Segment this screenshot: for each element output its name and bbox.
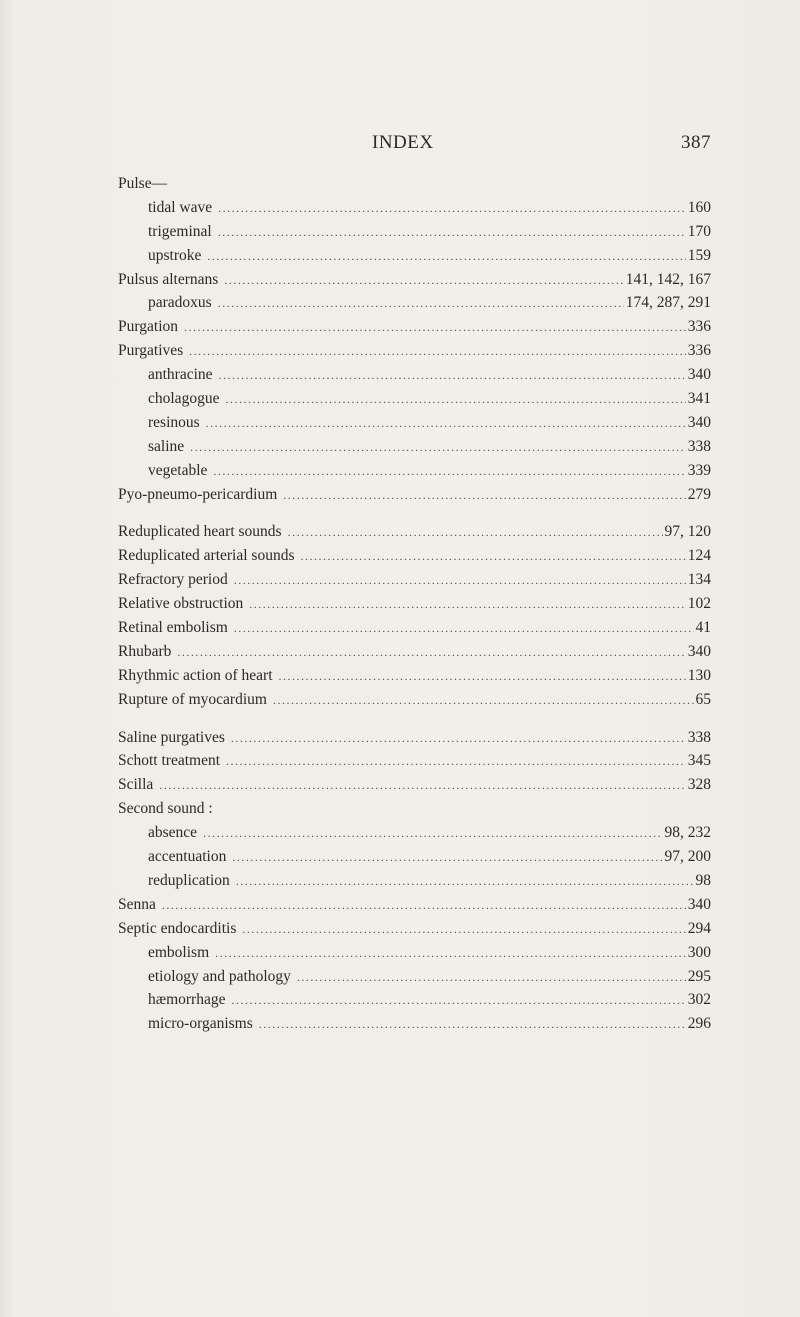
index-term: paradoxus: [148, 294, 212, 312]
dot-leader: [283, 484, 685, 508]
page-references: 296: [687, 1015, 711, 1033]
dot-leader: [236, 870, 694, 894]
index-subentry: [118, 988, 711, 1012]
dot-leader: [300, 545, 685, 569]
index-entry: [118, 616, 711, 640]
dot-leader: [225, 388, 685, 412]
dot-leader: [231, 989, 685, 1013]
index-term: Scilla: [118, 776, 154, 794]
dot-leader: [224, 269, 623, 293]
page-references: 338: [687, 437, 711, 455]
running-header: [0, 132, 800, 156]
index-term: Pulse—: [118, 175, 168, 192]
dot-leader: [232, 846, 662, 870]
page-references: 97, 200: [664, 848, 711, 866]
page-references: 340: [687, 366, 711, 384]
page-references: 340: [687, 413, 711, 431]
page-references: 340: [687, 895, 711, 913]
index-term: Second sound :: [118, 800, 213, 818]
index-entry: [118, 315, 711, 339]
index-term: vegetable: [148, 461, 208, 479]
page-references: 174, 287, 291: [625, 294, 711, 312]
dot-leader: [218, 221, 686, 245]
page-references: 294: [687, 919, 711, 937]
index-term: Saline purgatives: [118, 728, 225, 746]
dot-leader: [219, 364, 686, 388]
dot-leader: [242, 918, 685, 942]
index-term: reduplication: [148, 871, 230, 889]
index-subentry: [118, 965, 711, 989]
index-term: Reduplicated heart sounds: [118, 523, 282, 541]
page-references: 160: [687, 198, 711, 216]
index-term: Refractory period: [118, 571, 228, 589]
page-references: 102: [687, 595, 711, 613]
index-term: Reduplicated arterial sounds: [118, 547, 295, 565]
dot-leader: [259, 1013, 686, 1037]
page-references: 41: [695, 619, 711, 637]
index-entry: [118, 726, 711, 750]
dot-leader: [279, 665, 686, 689]
page-references: 98: [695, 871, 711, 889]
index-group: [118, 520, 711, 711]
index-subentry: [118, 1012, 711, 1036]
index-term: embolism: [148, 943, 210, 961]
page-references: 339: [687, 461, 711, 479]
dot-leader: [162, 894, 686, 918]
index-entry: [118, 172, 711, 196]
index-entry: [118, 773, 711, 797]
index-term: anthracine: [148, 366, 213, 384]
index-subentry: [118, 869, 711, 893]
index-term: Retinal embolism: [118, 619, 228, 637]
index-term: Septic endocarditis: [118, 919, 237, 937]
index-entry: [118, 893, 711, 917]
page-references: 124: [687, 547, 711, 565]
page-references: 345: [687, 752, 711, 770]
dot-leader: [207, 245, 685, 269]
index-subentry: [118, 845, 711, 869]
page-references: 336: [687, 342, 711, 360]
page-references: 279: [687, 485, 711, 503]
index-term: upstroke: [148, 246, 202, 264]
dot-leader: [234, 569, 686, 593]
index-entry: [118, 749, 711, 773]
index-entry: [118, 688, 711, 712]
dot-leader: [218, 292, 624, 316]
index-term: Senna: [118, 895, 156, 913]
page-references: 295: [687, 967, 711, 985]
page-references: 300: [687, 943, 711, 961]
page-references: 134: [687, 571, 711, 589]
dot-leader: [215, 942, 686, 966]
page-references: 170: [687, 222, 711, 240]
dot-leader: [190, 436, 686, 460]
index-term: Schott treatment: [118, 752, 221, 770]
index-term: Relative obstruction: [118, 595, 244, 613]
index-term: Rhubarb: [118, 642, 172, 660]
index-subentry: [118, 411, 711, 435]
index-subentry: [118, 363, 711, 387]
index-entry: [118, 592, 711, 616]
dot-leader: [273, 689, 694, 713]
index-subentry: [118, 291, 711, 315]
index-entry: [118, 268, 711, 292]
index-subentry: [118, 941, 711, 965]
index-term: Rupture of myocardium: [118, 690, 267, 708]
page-references: 65: [695, 690, 711, 708]
page-references: 340: [687, 642, 711, 660]
index-term: etiology and pathology: [148, 967, 291, 985]
index-term: accentuation: [148, 848, 227, 866]
dot-leader: [226, 750, 686, 774]
index-term: absence: [148, 824, 198, 842]
index-list: [118, 172, 711, 1036]
index-subentry: [118, 435, 711, 459]
page-references: 159: [687, 246, 711, 264]
index-subentry: [118, 821, 711, 845]
dot-leader: [177, 641, 685, 665]
index-term: resinous: [148, 413, 200, 431]
index-term: Pulsus alternans: [118, 270, 219, 288]
page-references: 97, 120: [664, 523, 711, 541]
index-entry: [118, 520, 711, 544]
index-term: tidal wave: [148, 198, 213, 216]
dot-leader: [189, 340, 686, 364]
page-number: 387: [681, 132, 711, 153]
dot-leader: [218, 197, 686, 221]
index-term: Pyo-pneumo-pericardium: [118, 485, 278, 503]
index-group: [118, 726, 711, 1037]
dot-leader: [288, 521, 663, 545]
page-references: 98, 232: [664, 824, 711, 842]
index-entry: [118, 917, 711, 941]
index-term: Purgation: [118, 318, 178, 336]
index-entry: [118, 544, 711, 568]
index-term: Rhythmic action of heart: [118, 666, 273, 684]
page-references: 328: [687, 776, 711, 794]
index-term: saline: [148, 437, 185, 455]
dot-leader: [231, 727, 686, 751]
index-term: hæmorrhage: [148, 991, 226, 1009]
dot-leader: [249, 593, 685, 617]
dot-leader: [213, 460, 685, 484]
page-references: 341: [687, 390, 711, 408]
dot-leader: [206, 412, 686, 436]
page-references: 302: [687, 991, 711, 1009]
page-references: 130: [687, 666, 711, 684]
page-references: 338: [687, 728, 711, 746]
index-entry: [118, 568, 711, 592]
index-entry: [118, 339, 711, 363]
index-entry: [118, 640, 711, 664]
page-references: 141, 142, 167: [625, 270, 711, 288]
index-subentry: [118, 459, 711, 483]
dot-leader: [203, 822, 662, 846]
index-subentry: [118, 220, 711, 244]
index-term: trigeminal: [148, 222, 212, 240]
page-references: 336: [687, 318, 711, 336]
index-subentry: [118, 196, 711, 220]
index-term: cholagogue: [148, 390, 220, 408]
index-entry: [118, 664, 711, 688]
index-subentry: [118, 387, 711, 411]
index-entry: [118, 797, 711, 821]
index-group: [118, 172, 711, 506]
dot-leader: [234, 617, 694, 641]
index-term: micro-organisms: [148, 1015, 253, 1033]
dot-leader: [297, 966, 686, 990]
dot-leader: [159, 774, 685, 798]
dot-leader: [184, 316, 686, 340]
page-title: INDEX: [372, 132, 434, 153]
index-term: Purgatives: [118, 342, 184, 360]
index-subentry: [118, 244, 711, 268]
index-entry: [118, 483, 711, 507]
